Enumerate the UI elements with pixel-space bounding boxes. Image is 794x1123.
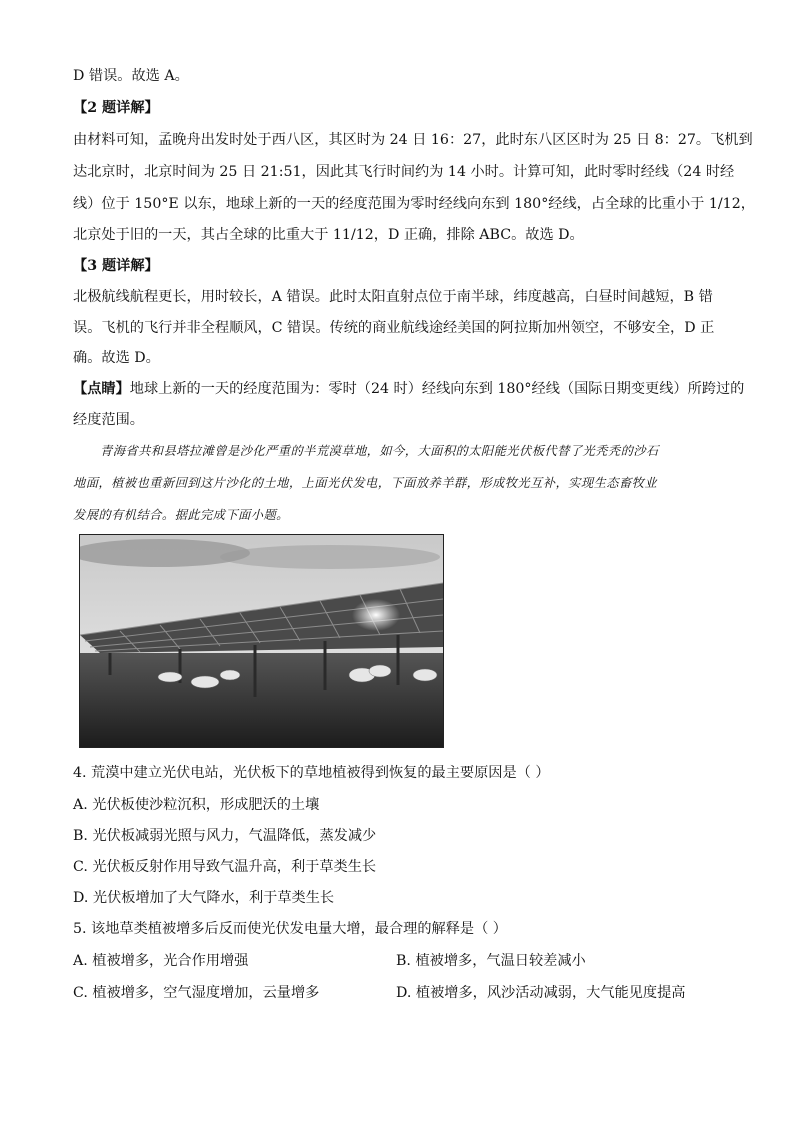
q4-option-a: A. 光伏板使沙粒沉积，形成肥沃的土壤	[73, 797, 320, 813]
solar-panel-image	[80, 535, 443, 747]
q4-option-b: B. 光伏板减弱光照与风力，气温降低，蒸发减少	[73, 828, 377, 844]
q4-option-c: C. 光伏板反射作用导致气温升高，利于草类生长	[73, 859, 377, 875]
top-line: D 错误。故选 A。	[73, 68, 189, 84]
q2-heading: 【2 题详解】	[73, 100, 159, 116]
q5-stem: 5. 该地草类植被增多后反而使光伏发电量大增，最合理的解释是（ ）	[73, 921, 507, 937]
q5-option-d: D. 植被增多，风沙活动减弱，大气能见度提高	[396, 985, 686, 1001]
tip-label: 【点睛】	[73, 381, 130, 397]
passage-line: 发展的有机结合。据此完成下面小题。	[73, 508, 289, 522]
q3-heading: 【3 题详解】	[73, 258, 159, 274]
q3-line: 误。飞机的飞行并非全程顺风，C 错误。传统的商业航线途经美国的阿拉斯加州领空，不够安全，D 正	[73, 320, 715, 336]
q5-option-a: A. 植被增多，光合作用增强	[73, 953, 249, 969]
q2-line: 北京处于旧的一天，其占全球的比重大于 11/12，D 正确，排除 ABC。故选 D。	[73, 227, 584, 243]
passage-line: 地面，植被也重新回到这片沙化的土地，上面光伏发电，下面放养羊群，形成牧光互补，实现生态畜牧业	[73, 476, 658, 490]
q3-line: 北极航线航程更长，用时较长，A 错误。此时太阳直射点位于南半球，纬度越高，白昼时间越短，B 错	[73, 289, 713, 305]
q2-line: 线）位于 150°E 以东，地球上新的一天的经度范围为零时经线向东到 180°经线，占全球的比重小于 1/12，	[73, 196, 755, 212]
q4-stem: 4. 荒漠中建立光伏电站，光伏板下的草地植被得到恢复的最主要原因是（ ）	[73, 765, 550, 781]
q2-line: 由材料可知，孟晚舟出发时处于西八区，其区时为 24 日 16：27，此时东八区区时为 25 日 8：27。飞机到	[73, 132, 753, 148]
tip-line	[73, 379, 745, 399]
q3-line: 确。故选 D。	[73, 350, 160, 366]
q5-option-b: B. 植被增多，气温日较差减小	[396, 953, 586, 969]
tip-text: 地球上新的一天的经度范围为：零时（24 时）经线向东到 180°经线（国际日期变更线）所跨过的	[129, 381, 745, 397]
q5-option-c: C. 植被增多，空气湿度增加，云量增多	[73, 985, 320, 1001]
q2-line: 达北京时，北京时间为 25 日 21:51，因此其飞行时间约为 14 小时。计算可知，此时零时经线（24 时经	[73, 164, 735, 180]
passage-line: 青海省共和县塔拉滩曾是沙化严重的半荒漠草地，如今，大面积的太阳能光伏板代替了光秃秃的沙石	[100, 444, 659, 458]
solar-panel-photo	[79, 534, 444, 748]
tip-line: 经度范围。	[73, 412, 144, 428]
q4-option-d: D. 光伏板增加了大气降水，利于草类生长	[73, 890, 335, 906]
